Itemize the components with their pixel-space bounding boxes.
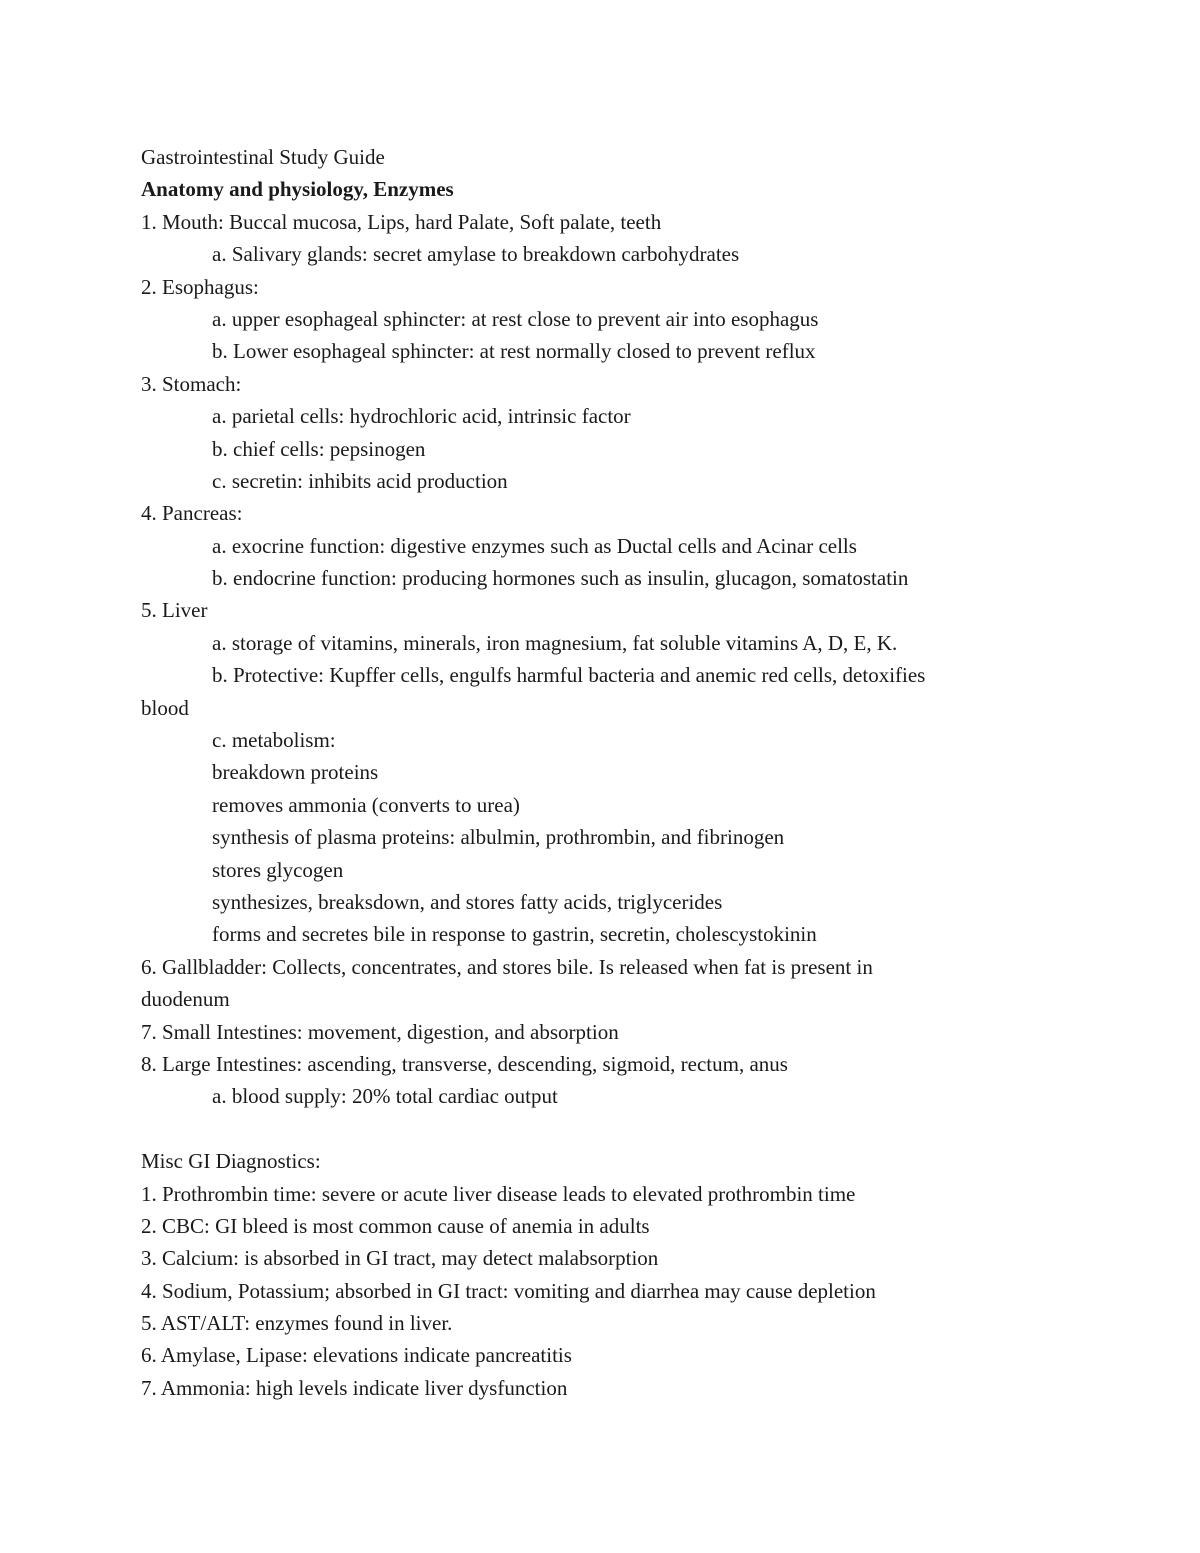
- list-item: 7. Small Intestines: movement, digestion, and absorption: [141, 1019, 619, 1044]
- list-item: duodenum: [141, 987, 230, 1012]
- section-heading-anatomy: Anatomy and physiology, Enzymes: [141, 177, 454, 202]
- list-item: 2. CBC: GI bleed is most common cause of anemia in adults: [141, 1213, 650, 1238]
- section-heading-diagnostics: Misc GI Diagnostics:: [141, 1149, 321, 1174]
- list-item: synthesizes, breaksdown, and stores fatty acids, triglycerides: [212, 889, 723, 914]
- list-item: 7. Ammonia: high levels indicate liver dysfunction: [141, 1375, 568, 1400]
- list-item: a. storage of vitamins, minerals, iron magnesium, fat soluble vitamins A, D, E, K.: [212, 630, 898, 655]
- list-item: a. upper esophageal sphincter: at rest close to prevent air into esophagus: [212, 306, 819, 331]
- list-item: 2. Esophagus:: [141, 274, 259, 299]
- section-spacer: [141, 1113, 1041, 1145]
- list-item: 5. AST/ALT: enzymes found in liver.: [141, 1311, 453, 1336]
- list-item: a. Salivary glands: secret amylase to breakdown carbohydrates: [212, 242, 740, 267]
- list-item: synthesis of plasma proteins: albulmin, prothrombin, and fibrinogen: [212, 825, 785, 850]
- list-item: b. Protective: Kupffer cells, engulfs harmful bacteria and anemic red cells, detoxifies: [212, 663, 926, 688]
- list-item: c. metabolism:: [212, 728, 336, 753]
- document-title: Gastrointestinal Study Guide: [141, 145, 385, 169]
- list-item: stores glycogen: [212, 857, 344, 882]
- list-item: b. Lower esophageal sphincter: at rest normally closed to prevent reflux: [212, 339, 816, 364]
- list-item: 3. Stomach:: [141, 371, 242, 396]
- list-item: forms and secretes bile in response to gastrin, secretin, cholescystokinin: [212, 922, 817, 947]
- list-item: b. chief cells: pepsinogen: [212, 436, 426, 461]
- diagnostics-list: [141, 1178, 1041, 1405]
- list-item: 8. Large Intestines: ascending, transverse, descending, sigmoid, rectum, anus: [141, 1051, 788, 1076]
- list-item: 5. Liver: [141, 598, 208, 623]
- list-item: blood: [141, 695, 189, 720]
- document-content: [141, 141, 1041, 1404]
- list-item: 1. Mouth: Buccal mucosa, Lips, hard Palate, Soft palate, teeth: [141, 209, 662, 234]
- list-item: c. secretin: inhibits acid production: [212, 468, 508, 493]
- list-item: 6. Gallbladder: Collects, concentrates, and stores bile. Is released when fat is present in: [141, 954, 873, 979]
- list-item: a. exocrine function: digestive enzymes such as Ductal cells and Acinar cells: [212, 533, 857, 558]
- anatomy-list: [141, 206, 1041, 1113]
- list-item: a. parietal cells: hydrochloric acid, intrinsic factor: [212, 404, 631, 429]
- list-item: removes ammonia (converts to urea): [212, 792, 520, 817]
- list-item: a. blood supply: 20% total cardiac output: [212, 1084, 558, 1109]
- list-item: 4. Pancreas:: [141, 501, 243, 526]
- list-item: 6. Amylase, Lipase: elevations indicate pancreatitis: [141, 1343, 572, 1368]
- list-item: 1. Prothrombin time: severe or acute liver disease leads to elevated prothrombin time: [141, 1181, 856, 1206]
- list-item: 4. Sodium, Potassium; absorbed in GI tract: vomiting and diarrhea may cause depletion: [141, 1278, 876, 1303]
- list-item: breakdown proteins: [212, 760, 379, 785]
- list-item: 3. Calcium: is absorbed in GI tract, may detect malabsorption: [141, 1246, 659, 1271]
- list-item: b. endocrine function: producing hormones such as insulin, glucagon, somatostatin: [212, 566, 909, 591]
